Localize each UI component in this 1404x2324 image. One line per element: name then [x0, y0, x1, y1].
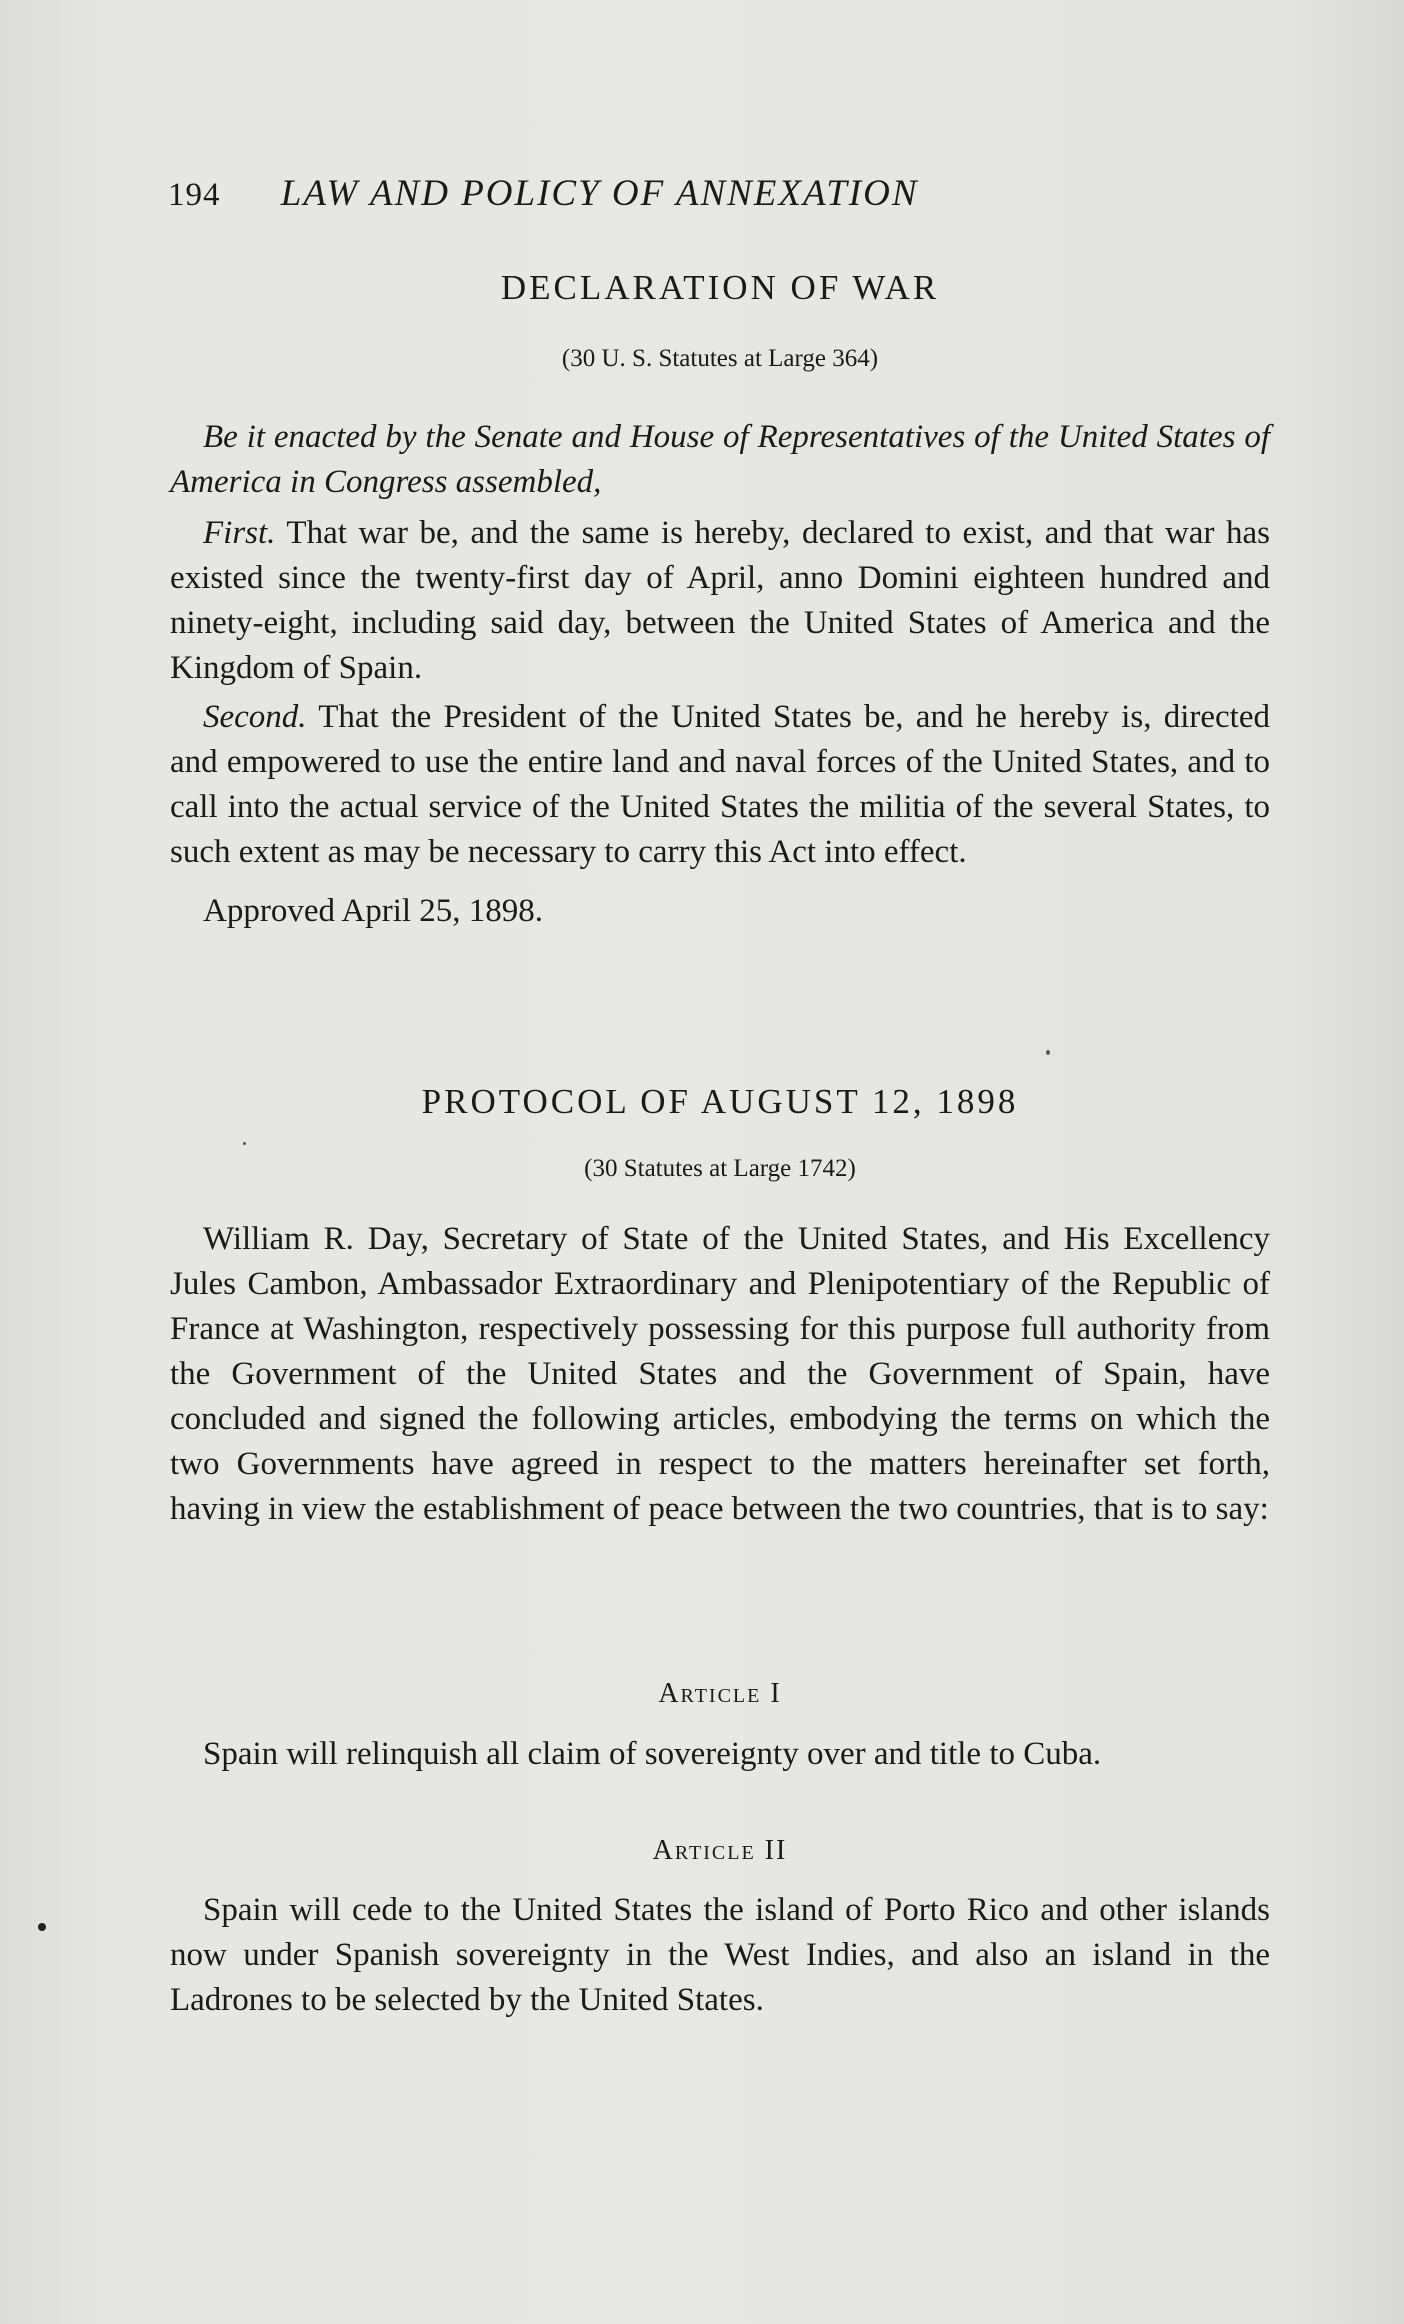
running-title: LAW AND POLICY OF ANNEXATION — [280, 173, 919, 214]
ink-speck — [243, 1142, 246, 1145]
protocol-citation: (30 Statutes at Large 1742) — [584, 1155, 856, 1182]
second-text: That the President of the United States be, and he hereby is, directed and empowered to use the entire land and naval forces of the United States, and to call into the actual service of the United States the militia of the several States, to such extent as may be necessary to carry this Act into effect. — [170, 699, 1270, 870]
running-head — [168, 172, 1268, 215]
protocol-preamble-block — [170, 1217, 1270, 1532]
article-2-text: Spain will cede to the United States the island of Porto Rico and other islands now under Spanish sovereignty in the West Indies, and also an island in the Ladrones to be selected by the United States. — [170, 1892, 1270, 2018]
first-section — [170, 511, 1270, 691]
first-text: That war be, and the same is hereby, declared to exist, and that war has existed since the twenty-first day of April, anno Domini eighteen hundred and ninety-eight, including said day, between the United States of America and the Kingdom of Spain. — [170, 515, 1270, 686]
ink-speck — [1046, 1050, 1050, 1055]
article-1-block — [170, 1732, 1270, 1777]
article-1-text: Spain will relinquish all claim of sovereignty over and title to Cuba. — [203, 1736, 1102, 1772]
page-number: 194 — [168, 177, 221, 213]
declaration-body — [170, 415, 1270, 934]
second-section — [170, 695, 1270, 875]
enacting-clause: Be it enacted by the Senate and House of Representatives of the United States of America in Congress assembled, — [170, 419, 1270, 500]
approved-line: Approved April 25, 1898. — [203, 893, 544, 929]
article-2-heading: Article II — [652, 1835, 788, 1866]
article-1-heading: Article I — [658, 1678, 782, 1709]
article-2-block — [170, 1888, 1270, 2023]
first-label: First. — [203, 515, 276, 551]
declaration-citation: (30 U. S. Statutes at Large 364) — [561, 345, 879, 372]
second-label: Second. — [203, 699, 307, 735]
protocol-heading: PROTOCOL OF AUGUST 12, 1898 — [421, 1082, 1019, 1121]
margin-ink-dot — [38, 1923, 46, 1931]
declaration-heading: DECLARATION OF WAR — [500, 268, 940, 307]
protocol-preamble: William R. Day, Secretary of State of the United States, and His Excellency Jules Cambon, Ambassador Extraordinary and Plenipotentiary of the Republic of France at Washington, respectively possessing for this purpose full authority from the Government of the United States and the Government of Spain, have concluded and signed the following articles, embodying the terms on which the two Governments have agreed in respect to the matters hereinafter set forth, having in view the establishment of peace between the two countries, that is to say: — [170, 1221, 1270, 1527]
